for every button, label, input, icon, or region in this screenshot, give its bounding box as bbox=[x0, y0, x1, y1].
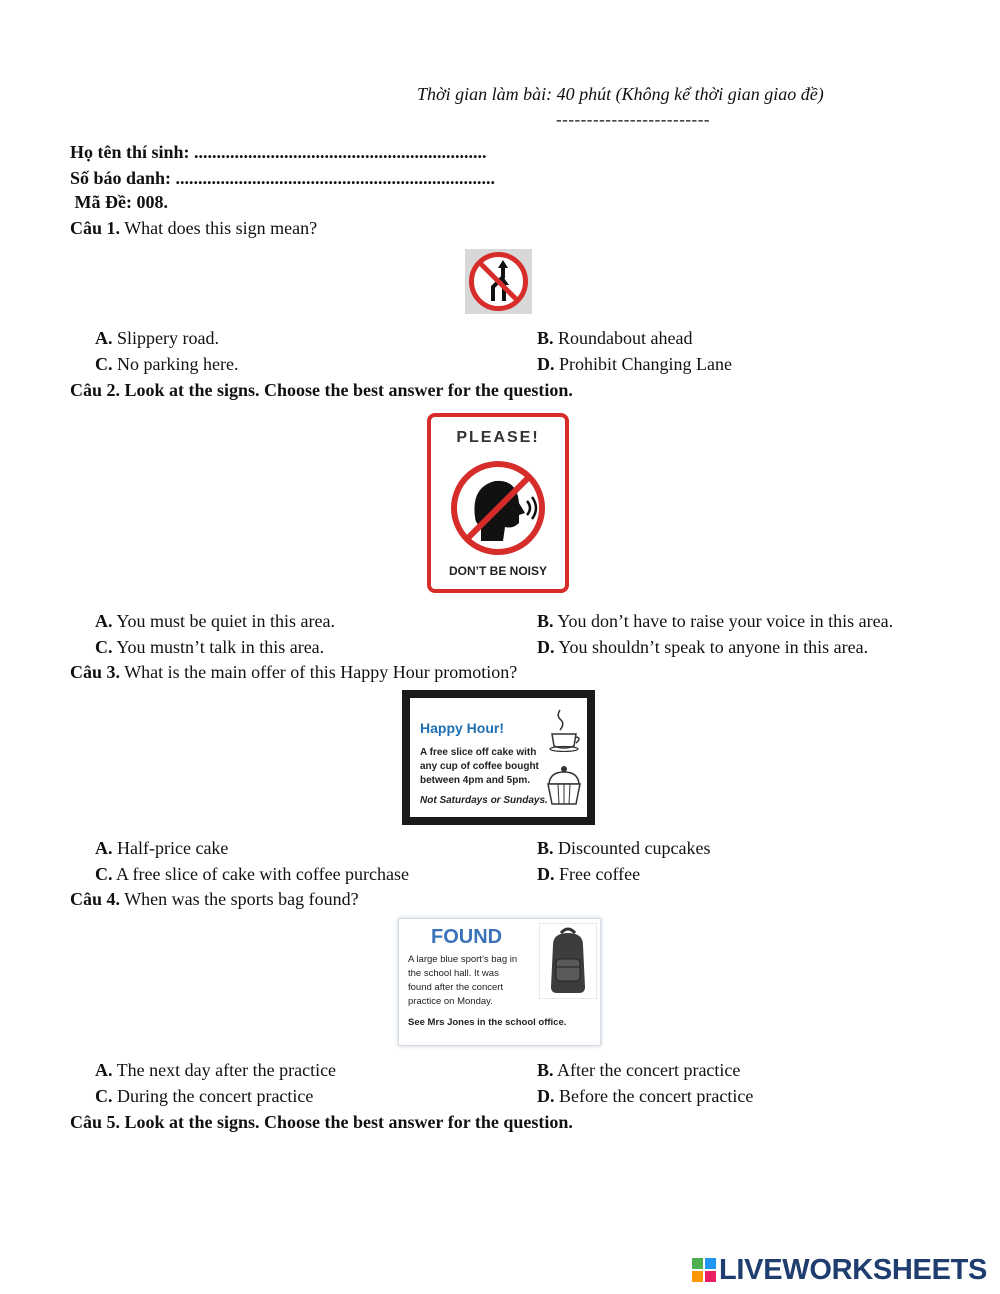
question-text: When was the sports bag found? bbox=[120, 889, 359, 909]
option-2a[interactable] bbox=[95, 611, 335, 632]
happy-hour-offer bbox=[420, 746, 539, 788]
question-4 bbox=[70, 889, 359, 910]
question-5 bbox=[70, 1112, 573, 1133]
option-2b[interactable] bbox=[537, 611, 893, 632]
option-text: Slippery road. bbox=[112, 328, 219, 348]
option-key: D. bbox=[537, 354, 555, 374]
option-text: Free coffee bbox=[554, 864, 641, 884]
option-text: Half-price cake bbox=[112, 838, 229, 858]
question-number: Câu 3. bbox=[70, 662, 121, 682]
liveworksheets-logo-icon bbox=[692, 1258, 716, 1282]
time-note: Thời gian làm bài: 40 phút (Không kể thời gian giao đề) bbox=[417, 84, 824, 104]
option-3a[interactable] bbox=[95, 838, 228, 859]
found-notice-sign bbox=[398, 918, 601, 1046]
found-contact-note: See Mrs Jones in the school office. bbox=[408, 1017, 567, 1028]
happy-hour-sign bbox=[402, 690, 595, 825]
option-key: D. bbox=[537, 1086, 555, 1106]
coffee-cup-icon bbox=[546, 708, 584, 752]
no-lane-change-icon bbox=[465, 249, 532, 314]
option-key: C. bbox=[95, 1086, 113, 1106]
option-key: C. bbox=[95, 637, 113, 657]
option-text: The next day after the practice bbox=[112, 1060, 337, 1080]
option-key: A. bbox=[95, 611, 113, 631]
description-line: A large blue sport’s bag in bbox=[408, 954, 518, 965]
found-description bbox=[408, 953, 517, 1009]
option-text: Roundabout ahead bbox=[553, 328, 693, 348]
option-key: B. bbox=[537, 328, 554, 348]
question-text: What is the main offer of this Happy Hour promotion? bbox=[120, 662, 518, 682]
question-1 bbox=[70, 218, 317, 239]
happy-hour-title: Happy Hour! bbox=[420, 720, 504, 736]
question-text: Look at the signs. Choose the best answer for the question. bbox=[120, 380, 573, 400]
option-text: Discounted cupcakes bbox=[553, 838, 711, 858]
option-key: A. bbox=[95, 328, 113, 348]
option-text: You shouldn’t speak to anyone in this area. bbox=[554, 637, 869, 657]
option-text: Before the concert practice bbox=[554, 1086, 754, 1106]
cupcake-icon bbox=[544, 764, 584, 806]
option-1c[interactable] bbox=[95, 354, 238, 375]
liveworksheets-logo bbox=[692, 1253, 987, 1287]
option-text: You mustn’t talk in this area. bbox=[112, 637, 325, 657]
option-3c[interactable] bbox=[95, 864, 409, 885]
option-4d[interactable] bbox=[537, 1086, 753, 1107]
dont-be-noisy-sign bbox=[427, 413, 569, 593]
question-number: Câu 4. bbox=[70, 889, 121, 909]
question-number: Câu 5. bbox=[70, 1112, 121, 1132]
description-line: practice on Monday. bbox=[408, 996, 493, 1007]
no-talking-icon bbox=[447, 457, 549, 559]
sign-top-text: PLEASE! bbox=[456, 429, 540, 446]
question-3 bbox=[70, 662, 517, 683]
option-key: D. bbox=[537, 637, 555, 657]
option-key: A. bbox=[95, 1060, 113, 1080]
exam-code-label: Mã Đề: 008. bbox=[70, 192, 168, 212]
option-text: No parking here. bbox=[112, 354, 239, 374]
found-title: FOUND bbox=[431, 926, 503, 948]
header-divider: ------------------------- bbox=[556, 110, 711, 129]
option-3b[interactable] bbox=[537, 838, 710, 859]
description-line: the school hall. It was bbox=[408, 968, 499, 979]
option-1a[interactable] bbox=[95, 328, 219, 349]
question-text: What does this sign mean? bbox=[120, 218, 318, 238]
option-text: During the concert practice bbox=[112, 1086, 314, 1106]
offer-line: A free slice off cake with bbox=[420, 747, 537, 758]
option-4b[interactable] bbox=[537, 1060, 740, 1081]
option-key: A. bbox=[95, 838, 113, 858]
happy-hour-note: Not Saturdays or Sundays. bbox=[420, 795, 548, 806]
option-1d[interactable] bbox=[537, 354, 732, 375]
option-2c[interactable] bbox=[95, 637, 324, 658]
offer-line: between 4pm and 5pm. bbox=[420, 775, 531, 786]
sign-bottom-text: DON’T BE NOISY bbox=[448, 564, 547, 578]
description-line: found after the concert bbox=[408, 982, 504, 993]
option-key: B. bbox=[537, 838, 554, 858]
question-text: Look at the signs. Choose the best answer for the question. bbox=[120, 1112, 573, 1132]
option-4a[interactable] bbox=[95, 1060, 336, 1081]
candidate-name-label: Họ tên thí sinh: ................................................................. bbox=[70, 142, 487, 162]
option-text: After the concert practice bbox=[553, 1060, 741, 1080]
option-4c[interactable] bbox=[95, 1086, 313, 1107]
option-key: B. bbox=[537, 1060, 554, 1080]
option-key: C. bbox=[95, 864, 113, 884]
candidate-id-label: Số báo danh: ....................................................................... bbox=[70, 168, 496, 188]
option-2d[interactable] bbox=[537, 637, 868, 658]
question-number: Câu 1. bbox=[70, 218, 121, 238]
question-number: Câu 2. bbox=[70, 380, 121, 400]
option-text: You must be quiet in this area. bbox=[112, 611, 335, 631]
option-1b[interactable] bbox=[537, 328, 692, 349]
option-key: C. bbox=[95, 354, 113, 374]
option-key: D. bbox=[537, 864, 555, 884]
option-key: B. bbox=[537, 611, 554, 631]
option-text: Prohibit Changing Lane bbox=[554, 354, 732, 374]
option-text: You don’t have to raise your voice in this area. bbox=[553, 611, 894, 631]
no-lane-change-sign bbox=[465, 249, 532, 314]
logo-text: LIVEWORKSHEETS bbox=[719, 1253, 988, 1286]
offer-line: any cup of coffee bought bbox=[420, 761, 539, 772]
question-2 bbox=[70, 380, 573, 401]
backpack-icon bbox=[539, 923, 597, 999]
option-3d[interactable] bbox=[537, 864, 640, 885]
option-text: A free slice of cake with coffee purchase bbox=[112, 864, 410, 884]
